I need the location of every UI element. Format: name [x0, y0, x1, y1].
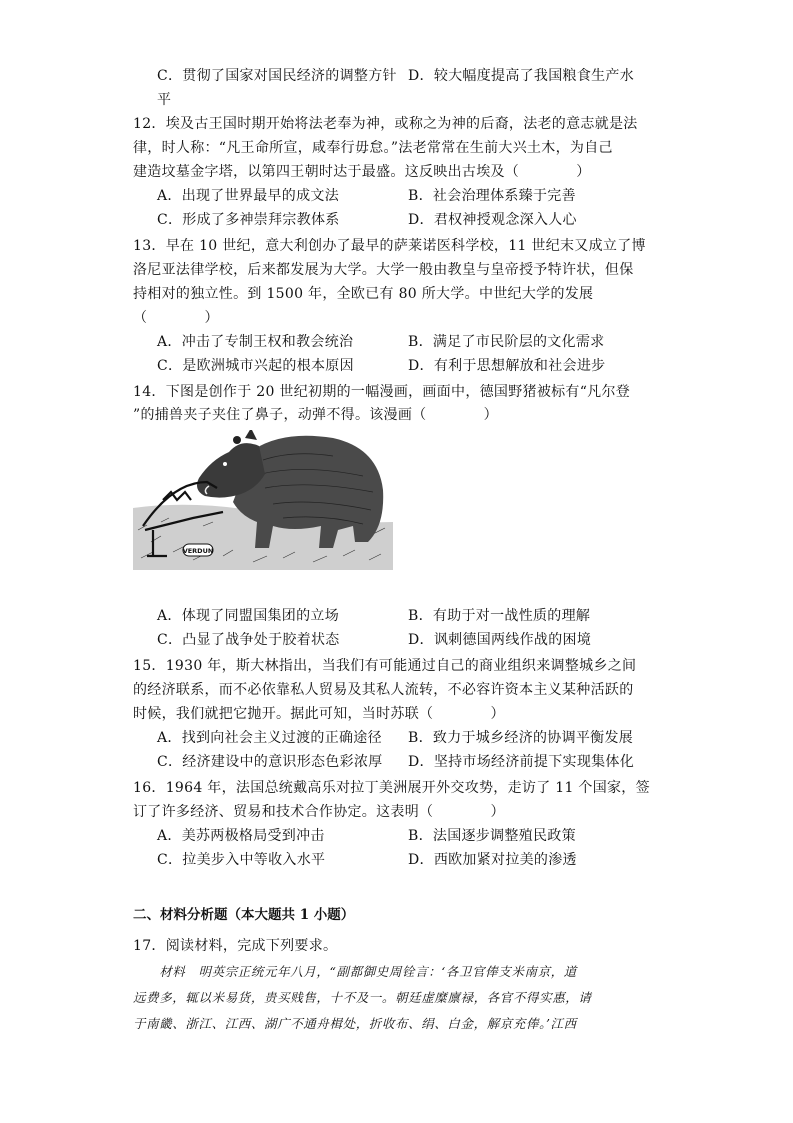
q13-answer-bracket: （ ）	[133, 310, 219, 326]
q15-option-b: B．致力于城乡经济的协调平衡发展	[408, 730, 634, 746]
q14-option-b: B．有助于对一战性质的理解	[408, 608, 591, 624]
q12-option-a: A．出现了世界最早的成文法	[157, 188, 340, 204]
q12-option-c: C．形成了多神崇拜宗教体系	[157, 212, 340, 228]
q12-stem-line-1: 12．埃及古王国时期开始将法老奉为神，或称之为神的后裔，法老的意志就是法	[133, 116, 638, 132]
q11-option-d-continued: 平	[157, 92, 172, 108]
q15-stem-line-2: 的经济联系，而不必依靠私人贸易及其私人流转，不必容许资本主义某种活跃的	[133, 682, 634, 698]
boar-eye	[223, 462, 227, 466]
q17-material-line-3: 于南畿、浙江、江西、湖广不通舟楫处，折收布、绢、白金，解京充俸。’江西	[133, 1016, 577, 1031]
q12-stem-line-2: 律，时人称：“凡王命所宣，咸奉行毋怠。”法老常常在生前大兴土木，为自己	[133, 140, 613, 156]
q12-option-b: B．社会治理体系臻于完善	[408, 188, 576, 204]
verdun-boar-cartoon	[133, 430, 393, 570]
q13-option-d: D．有利于思想解放和社会进步	[408, 358, 606, 374]
q14-option-c: C．凸显了战争处于胶着状态	[157, 632, 340, 648]
q16-option-b: B．法国逐步调整殖民政策	[408, 828, 576, 844]
q14-option-d: D．讽刺德国两线作战的困境	[408, 632, 592, 648]
q15-option-c: C．经济建设中的意识形态色彩浓厚	[157, 754, 383, 770]
q14-option-a: A．体现了同盟国集团的立场	[157, 608, 340, 624]
q17-material-line-2: 远费多，辄以米易货，贵买贱售，十不及一。朝廷虚糜廪禄，各官不得实惠，请	[133, 990, 592, 1005]
q13-stem-line-1: 13．早在 10 世纪，意大利创办了最早的萨莱诺医科学校，11 世纪末又成立了博	[133, 238, 646, 254]
q16-option-d: D．西欧加紧对拉美的渗透	[408, 852, 577, 868]
q13-option-a: A．冲击了专制王权和教会统治	[157, 334, 354, 350]
q16-option-a: A．美苏两极格局受到冲击	[157, 828, 325, 844]
q13-option-b: B．满足了市民阶层的文化需求	[408, 334, 605, 350]
q14-stem-line-1: 14．下图是创作于 20 世纪初期的一幅漫画，画面中，德国野猪被标有“凡尔登	[133, 384, 631, 400]
q15-stem-line-3: 时候，我们就把它抛开。据此可知，当时苏联（ ）	[133, 706, 505, 722]
verdun-tag-label: VERDUN	[182, 547, 214, 555]
q13-stem-line-3: 持相对的独立性。到 1500 年，全欧已有 80 所大学。中世纪大学的发展	[133, 286, 594, 302]
q14-stem-line-2: ”的捕兽夹子夹住了鼻子，动弹不得。该漫画（ ）	[133, 407, 498, 423]
q12-stem-line-3: 建造坟墓金字塔，以第四王朝时达于最盛。这反映出古埃及（ ）	[133, 164, 591, 180]
q15-option-d: D．坚持市场经济前提下实现集体化	[408, 754, 635, 770]
q13-option-c: C．是欧洲城市兴起的根本原因	[157, 358, 354, 374]
q16-stem-line-2: 订了许多经济、贸易和技术合作协定。这表明（ ）	[133, 804, 505, 820]
q11-option-c: C．贯彻了国家对国民经济的调整方针	[157, 68, 397, 84]
q17-instruction: 17．阅读材料，完成下列要求。	[133, 938, 338, 954]
q16-option-c: C．拉美步入中等收入水平	[157, 852, 326, 868]
q15-stem-line-1: 15．1930 年，斯大林指出，当我们有可能通过自己的商业组织来调整城乡之间	[133, 658, 637, 674]
q17-material-line-1: 材料 明英宗正统元年八月，“副都御史周铨言：‘各卫官俸支米南京，道	[133, 964, 577, 979]
q16-stem-line-1: 16．1964 年，法国总统戴高乐对拉丁美洲展开外交攻势，走访了 11 个国家，签	[133, 780, 650, 796]
helmet-spike	[233, 436, 241, 444]
q15-option-a: A．找到向社会主义过渡的正确途径	[157, 730, 382, 746]
q13-stem-line-2: 洛尼亚法律学校，后来都发展为大学。大学一般由教皇与皇帝授予特许状，但保	[133, 262, 634, 278]
q11-option-d: D．较大幅度提高了我国粮食生产水	[408, 68, 635, 84]
q12-option-d: D．君权神授观念深入人心	[408, 212, 577, 228]
section-2-heading: 二、材料分析题（本大题共 1 小题）	[133, 907, 355, 923]
